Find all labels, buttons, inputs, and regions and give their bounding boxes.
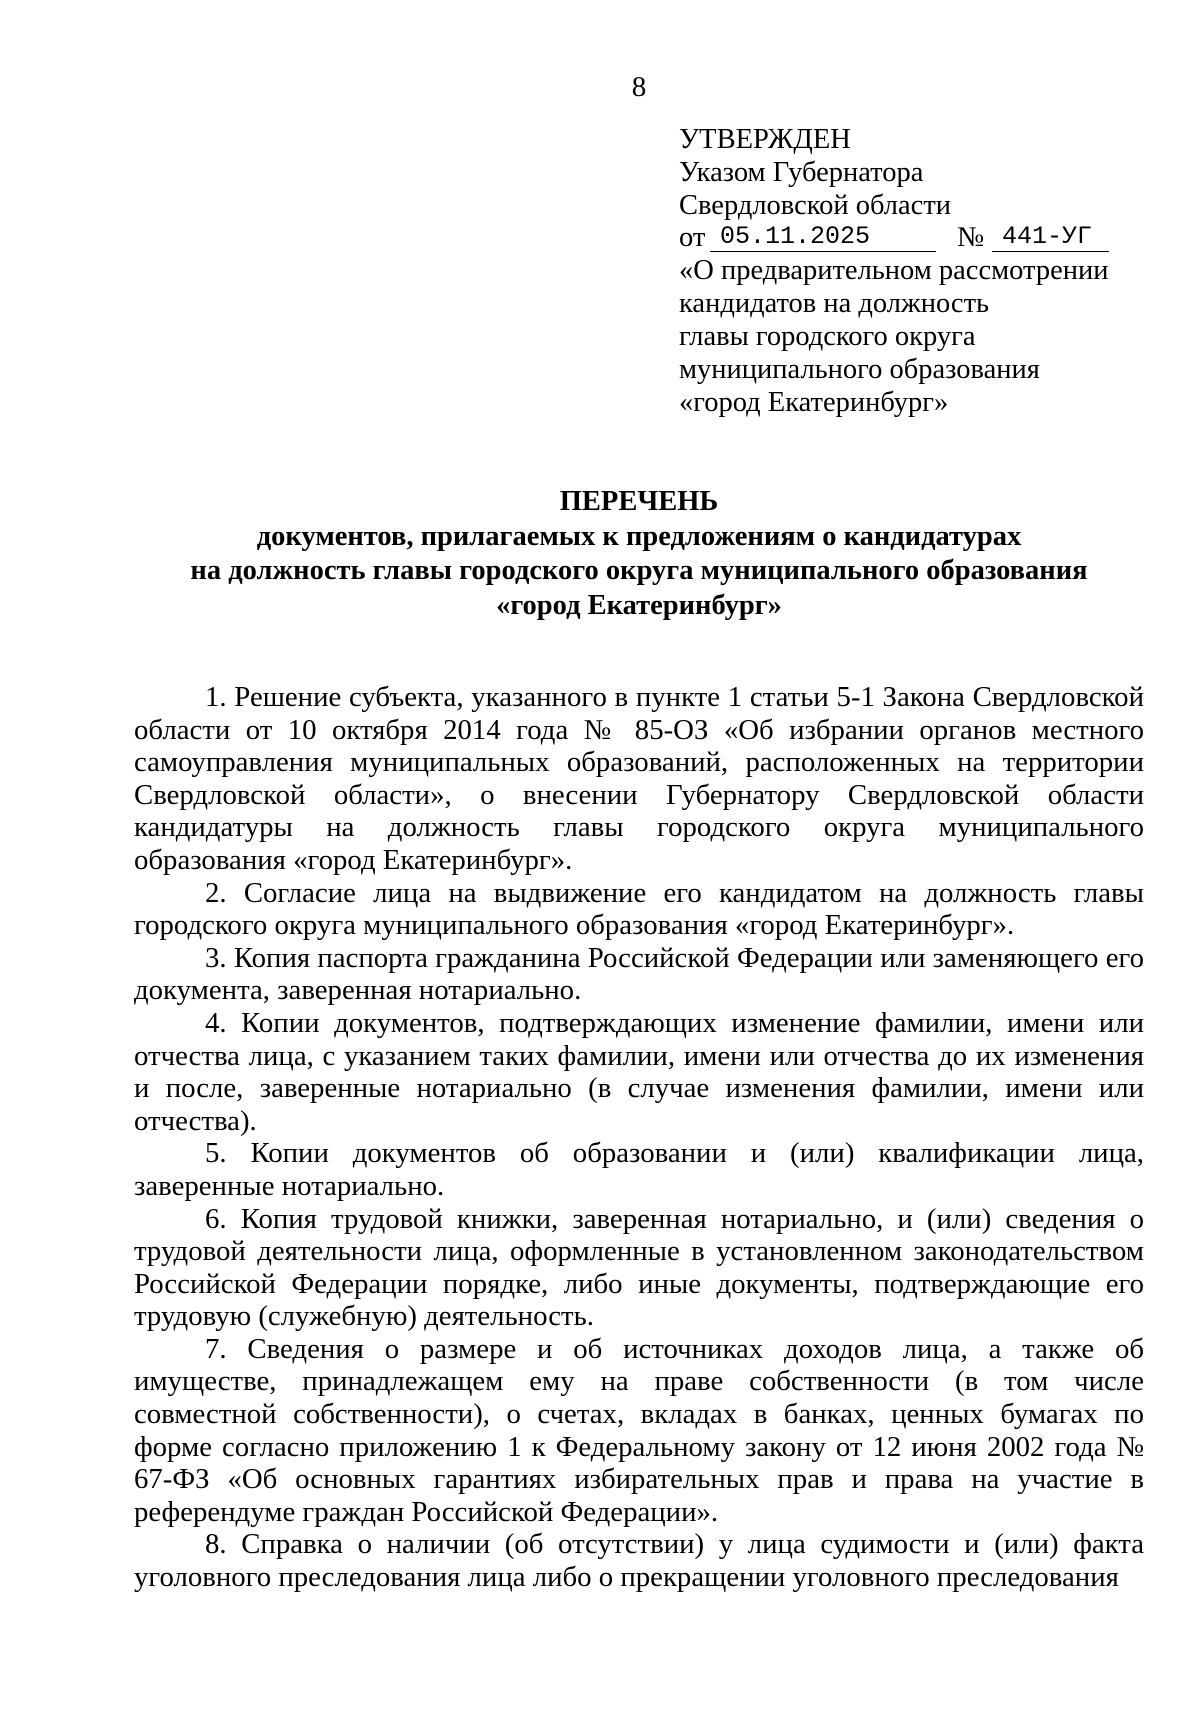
page-number: 8 [631,71,647,103]
approval-decree-line: Указом Губернатора [679,156,924,188]
heading-line: «город Екатеринбург» [496,589,782,621]
document-heading [0,485,1200,623]
heading-line: на должность главы городского округа муниципального образования [190,555,1088,586]
approval-subject-line: главы городского округа [679,320,976,352]
approval-subject-line: муниципального образования [679,353,1040,385]
approval-block [679,124,1149,419]
date-prefix: от [679,222,706,254]
approval-title: УТВЕРЖДЕН [679,124,851,155]
list-item: 2. Согласие лица на выдвижение его кандидатом на должность главы городского округа муниципального образования «город Екатеринбург». [134,876,1144,942]
approval-region-line: Свердловской области [679,189,952,221]
list-item: 6. Копия трудовой книжки, заверенная нотариально, и (или) сведения о трудовой деятельности лица, оформленные в установленном законодательством Российской Федерации порядке, либо иные документы, подтверждающие его трудовую (служебную) деятельность. [134,1202,1144,1333]
approval-date-number-line [679,222,1149,255]
list-item: 8. Справка о наличии (об отсутствии) у лица судимости и (или) факта уголовного преследования лица либо о прекращении уголовного преследования [134,1528,1144,1594]
document-body [134,681,1144,1594]
decree-date: 05.11.2025 [710,222,936,252]
list-item: 7. Сведения о размере и об источниках доходов лица, а также об имуществе, принадлежащем ему на праве собственности (в том числе совместной собственности), о счетах, вкладах в банках, ценных бумагах по форме согласно приложению 1 к Федеральному закону от 12 июня 2002 года № 67-ФЗ «Об основных гарантиях избирательных прав и права на участие в референдуме граждан Российской Федерации». [134,1332,1144,1528]
approval-subject-line: кандидатов на должность [679,288,990,320]
list-item: 1. Решение субъекта, указанного в пункте 1 статьи 5-1 Закона Свердловской области от 10 октября 2014 года № 85-ОЗ «Об избрании органов местного самоуправления муниципальных образований, расположенных на территории Свердловской области», о внесении Губернатору Свердловской области кандидатуры на должность главы городского округа муниципального образования «город Екатеринбург». [134,681,1144,876]
number-sign: № [957,222,985,254]
approval-subject-line: «О предварительном рассмотрении [679,255,1109,287]
list-item: 4. Копии документов, подтверждающих изменение фамилии, имени или отчества лица, с указанием таких фамилии, имени или отчества до их изменения и после, заверенные нотариально (в случае изменения фамилии, имени или отчества). [134,1006,1144,1137]
heading-line: документов, прилагаемых к предложениям о кандидатурах [256,520,1022,552]
heading-title: ПЕРЕЧЕНЬ [559,486,719,517]
list-item: 5. Копии документов об образовании и (или) квалификации лица, заверенные нотариально. [134,1137,1144,1202]
approval-subject-line: «город Екатеринбург» [679,386,949,418]
list-item: 3. Копия паспорта гражданина Российской Федерации или заменяющего его документа, заверенная нотариально. [134,941,1144,1007]
decree-number: 441-УГ [992,222,1109,252]
